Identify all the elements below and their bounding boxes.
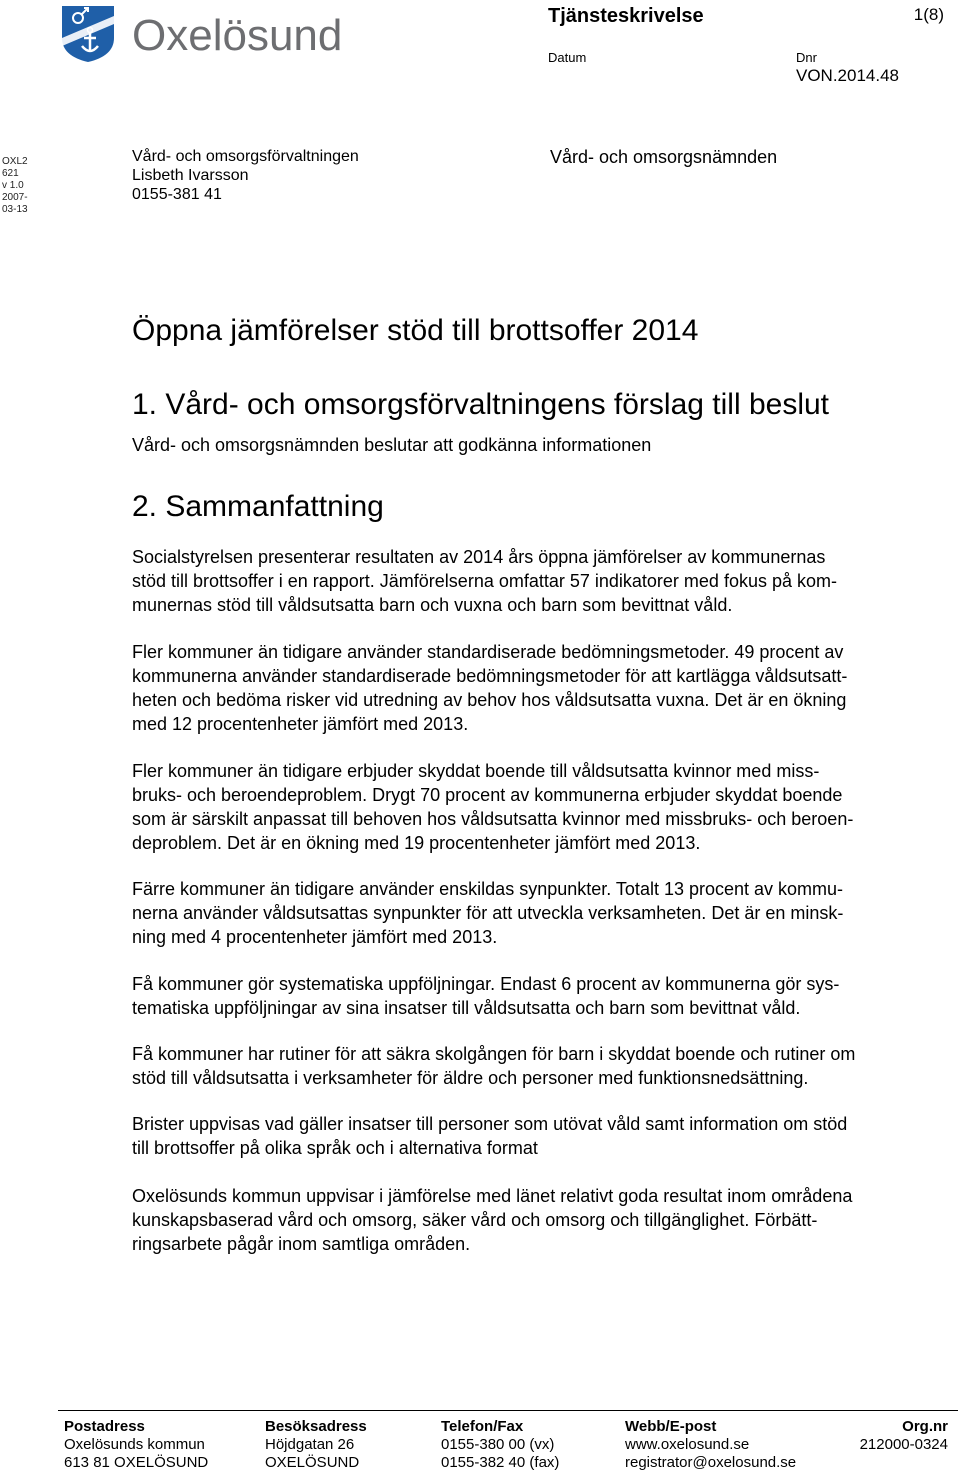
sender-name: Lisbeth Ivarsson [132,167,249,184]
document-title: Öppna jämförelser stöd till brottsoffer 2014 [132,314,699,347]
page-number: 1(8) [913,5,944,24]
footer-postal-address: Postadress Oxelösunds kommun 613 81 OXELÖSUND [64,1418,209,1471]
paragraph: Få kommuner gör systematiska uppföljningar. Endast 6 procent av kommunerna gör sys- tematiska uppföljningar av sina insatser till våldsutsatta och barn som bevittnat våld. [132,974,840,1018]
sender-org: Vård- och omsorgsförvaltningen [132,148,359,165]
paragraph: Fler kommuner än tidigare använder standardiserade bedömningsmetoder. 49 procent av kommunerna använder standardiserade bedömningsmetoder för att kartlägga våldsutsatt- heten och bedöma risker vid utredning av behov hos våldsutsatta vuxna. Det är en ökning med 12 procentenheter jämfört med 2013. [132,642,848,734]
paragraph: Färre kommuner än tidigare använder enskildas synpunkter. Totalt 13 procent av kommu- nerna använder våldsutsattas synpunkter för att utveckla verksamheten. Det är en minsk- ning med 4 procentenheter jämfört med 2013. [132,879,844,947]
footer-visiting-address: Besöksadress Höjdgatan 26 OXELÖSUND [265,1418,367,1471]
recipient: Vård- och omsorgsnämnden [550,147,778,167]
paragraph: Brister uppvisas vad gäller insatser till personer som utövat våld samt information om stöd till brottsoffer på olika språk och i alternativa format [132,1114,848,1158]
section-1-heading: 1. Vård- och omsorgsförvaltningens förslag till beslut [132,388,830,421]
document-type: Tjänsteskrivelse [548,5,704,27]
form-code: OXL2 621 v 1.0 2007- 03-13 [2,156,28,215]
paragraph: Få kommuner har rutiner för att säkra skolgången för barn i skyddat boende och rutiner om stöd till våldsutsatta i verksamheter för äldre och personer med funktionsnedsättning. [132,1044,856,1088]
footer-divider [58,1410,958,1411]
paragraph: Oxelösunds kommun uppvisar i jämförelse med länet relativt goda resultat inom områdena kunskapsbaserad vård och omsorg, säker vård och omsorg och tillgänglighet. Förbätt- ringsarbete pågår inom samtliga områden. [132,1186,853,1254]
logo-wordmark: Oxelösund [132,11,343,60]
footer-org-number: Org.nr 212000-0324 [859,1418,948,1453]
website-link: www.oxelosund.se [625,1436,750,1453]
section-1-text: Vård- och omsorgsnämnden beslutar att godkänna informationen [132,435,652,455]
sender-phone: 0155-381 41 [132,186,222,203]
dnr-label: Dnr [796,50,817,65]
footer-web-email: Webb/E-post www.oxelosund.se registrator@oxelosund.se [625,1418,797,1471]
section-2-heading: 2. Sammanfattning [132,490,384,523]
paragraph: Socialstyrelsen presenterar resultaten av 2014 års öppna jämförelser av kommunernas stöd till brottsoffer i en rapport. Jämförelserna omfattar 57 indikatorer med fokus på kom- munernas stöd till våldsutsatta barn och vuxna och barn som bevittnat våld. [132,547,837,615]
oxelosund-logo [60,4,380,64]
sender-block [132,147,359,204]
paragraph: Fler kommuner än tidigare erbjuder skyddat boende till våldsutsatta kvinnor med miss- bruks- och beroendeproblem. Drygt 70 procent av kommunerna erbjuder skyddat boende som är särskilt anpassat till behoven hos våldsutsatta kvinnor med missbruks- och beroen- deproblem. Det är en ökning med 19 procentenheter jämfört med 2013. [132,761,854,853]
footer-phone-fax: Telefon/Fax 0155-380 00 (vx) 0155-382 40 (fax) [441,1418,560,1471]
date-label: Datum [548,50,587,65]
email-link: registrator@oxelosund.se [625,1454,797,1471]
dnr-value: VON.2014.48 [796,66,900,85]
